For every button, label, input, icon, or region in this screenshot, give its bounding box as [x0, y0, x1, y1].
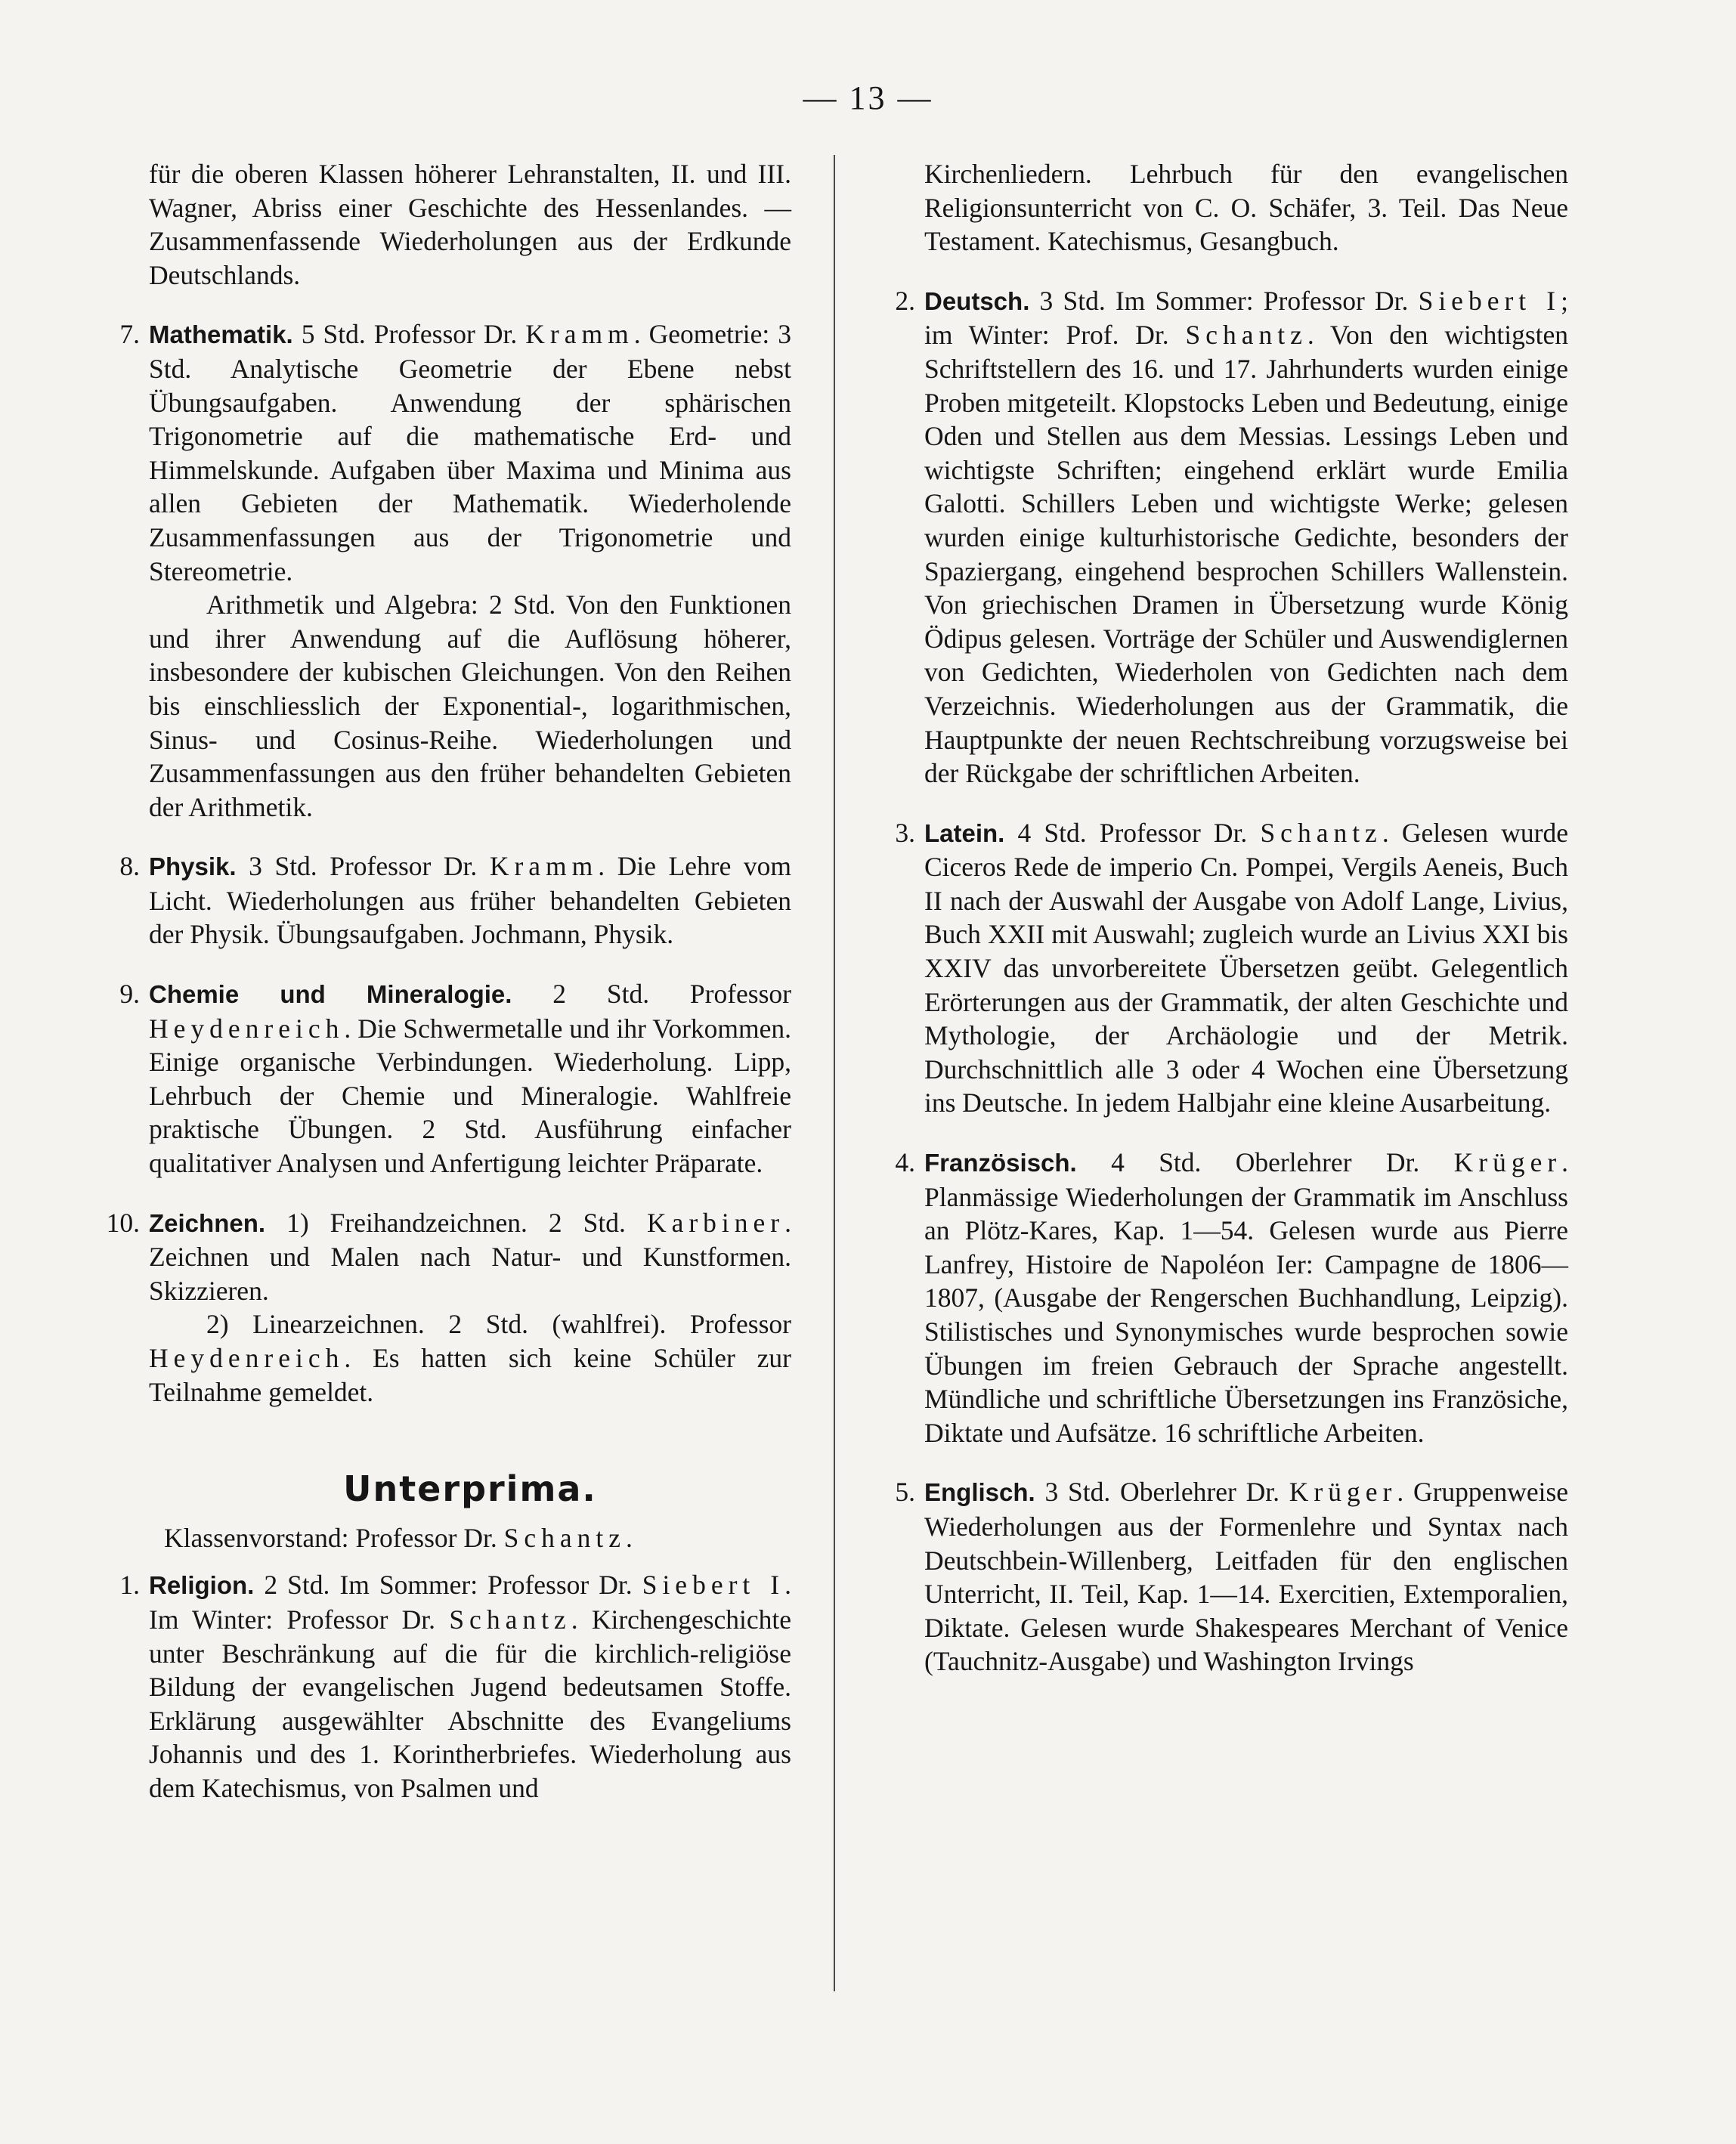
- subject-title: Religion.: [149, 1571, 255, 1600]
- section-text: 2 Std. Professor: [552, 979, 792, 1010]
- subject-title: Zeichnen.: [149, 1208, 266, 1237]
- section-number: 8.: [119, 851, 140, 882]
- section-text: . Gelesen wurde Ciceros Rede de imperio Cn. Pompei, Vergils Aeneis, Buch II nach der Auswahl der Ausgabe von Adolf Lange, Livius, Buch XXII mit Auswahl; zugleich wurde an Livius XXI bis XXIV das unvorbereitete Übersetzen geübt. Gelegentlich Erörterungen aus der Grammatik, der alten Geschichte und Mythologie, der Archäologie und der Metrik. Durchschnittlich alle 3 oder 4 Wochen eine Übersetzung ins Deutsche. In jedem Halbjahr eine kleine Ausarbeitung.: [924, 817, 1568, 1118]
- section-mathematik: [119, 317, 792, 824]
- section-number: 10.: [106, 1207, 140, 1238]
- section-text: 3 Std. Professor Dr.: [249, 851, 478, 882]
- section-text: . Im Winter: Professor Dr.: [149, 1570, 791, 1635]
- section-number: 4.: [895, 1147, 915, 1178]
- subject-title: Chemie und Mineralogie.: [149, 980, 512, 1009]
- section-text: 2 Std. Im Sommer: Professor Dr.: [264, 1570, 633, 1601]
- teacher-name: Siebert I: [1418, 285, 1561, 316]
- section-text: . Es hatten sich keine Schüler zur Teilnahme gemeldet.: [149, 1343, 791, 1407]
- section-text: 2) Linearzeichnen. 2 Std. (wahlfrei). Professor: [206, 1309, 791, 1340]
- teacher-name: Krüger: [1289, 1477, 1397, 1508]
- section-chemie: [119, 977, 792, 1180]
- section-englisch: [895, 1475, 1569, 1678]
- section-text: 1) Freihandzeichnen. 2 Std.: [286, 1207, 626, 1238]
- teacher-name: Kramm: [525, 319, 634, 350]
- section-franzoesisch: [895, 1146, 1569, 1449]
- class-heading: Unterprima.: [343, 1468, 597, 1510]
- section-subparagraph: [149, 1307, 791, 1409]
- section-number: 7.: [119, 319, 140, 350]
- section-text: . Gruppenweise Wiederholungen aus der Formenlehre und Syntax nach Deutschbein-Willenberg, Leitfaden für den englischen Unterricht, II. Teil, Kap. 1—14. Exercitien, Extemporalien, Diktate. Gelesen wurde Shakespeares Merchant of Venice (Tauchnitz-Ausgabe) und Washington Irvings: [924, 1477, 1569, 1677]
- section-text: ; im Winter: Prof. Dr.: [924, 285, 1568, 351]
- section-zeichnen: [106, 1206, 791, 1409]
- section-text: 5 Std. Professor Dr.: [301, 319, 518, 350]
- section-text: . Die Schwermetalle und ihr Vorkommen. Einige organische Verbindungen. Wiederholung. Lipp, Lehrbuch der Chemie und Mineralogie. Wahlfreie praktische Übungen. 2 Std. Ausführung einfacher qualitativer Analysen und Anfertigung leichter Präparate.: [149, 1013, 791, 1179]
- right-intro: Kirchenliedern. Lehrbuch für den evangelischen Religionsunterricht von C. O. Schäfer, 3. Teil. Das Neue Testament. Katechismus, Gesangbuch.: [924, 159, 1568, 257]
- teacher-name: Heydenreich: [149, 1343, 345, 1373]
- teacher-name: Krüger: [1453, 1147, 1562, 1178]
- subject-title: Physik.: [149, 852, 237, 881]
- subject-title: Mathematik.: [149, 320, 293, 349]
- section-latein: [895, 816, 1568, 1120]
- vorstand-label: Klassenvorstand: Professor Dr.: [164, 1522, 497, 1553]
- subject-title: Deutsch.: [924, 286, 1030, 315]
- teacher-name: Siebert I: [642, 1570, 785, 1601]
- left-intro: für die oberen Klassen höherer Lehranstalten, II. und III. Wagner, Abriss einer Geschichte des Hessenlandes. — Zusammenfassende Wiederholungen aus der Erdkunde Deutschlands.: [149, 159, 791, 290]
- section-subparagraph: Arithmetik und Algebra: 2 Std. Von den Funktionen und ihrer Anwendung auf die Auflösung höherer, insbesondere der kubischen Gleichungen. Von den Reihen bis einschliesslich der Exponential-, logarithmischen, Sinus- und Cosinus-Reihe. Wiederholungen und Zusammenfassungen aus den früher behandelten Gebieten der Arithmetik.: [149, 589, 791, 822]
- section-text: . Geometrie: 3 Std. Analytische Geometrie der Ebene nebst Übungsaufgaben. Anwendung der sphärischen Trigonometrie auf die mathematische Erd- und Himmelskunde. Aufgaben über Maxima und Minima aus allen Gebieten der Mathematik. Wiederholende Zusammenfassungen aus der Trigonometrie und Stereometrie.: [149, 319, 792, 586]
- section-text: 3 Std. Im Sommer: Professor Dr.: [1039, 285, 1409, 316]
- section-text: . Von den wichtigsten Schriftstellern des 16. und 17. Jahrhunderts wurden einige Proben mitgeteilt. Klopstocks Leben und Bedeutung, einige Oden und Stellen aus dem Messias. Lessings Leben und wichtigste Schriften; eingehend erklärt wurde Emilia Galotti. Schillers Leben und wichtigste Werke; gelesen wurden einige kulturhistorische Gedichte, besonders der Spaziergang, eingehend besprochen Schillers Wallenstein. Von griechischen Dramen in Übersetzung wurde König Ödipus gelesen. Vorträge der Schüler und Auswendiglernen von Gedichten, Wiederholen von Gedichten nach dem Verzeichnis. Wiederholungen aus der Grammatik, die Hauptpunkte der neuen Rechtschreibung vorzugsweise bei der Rückgabe der schriftlichen Arbeiten.: [924, 320, 1569, 789]
- teacher-name: Schantz: [503, 1522, 626, 1553]
- section-text: . Zeichnen und Malen nach Natur- und Kunstformen. Skizzieren.: [149, 1207, 791, 1306]
- section-physik: [119, 849, 791, 951]
- class-teacher-line: [149, 1521, 791, 1555]
- section-religion: [119, 1568, 791, 1805]
- section-number: 3.: [895, 817, 915, 848]
- teacher-name: Schantz: [1260, 817, 1382, 848]
- section-text: 4 Std. Oberlehrer Dr.: [1111, 1147, 1420, 1178]
- column-divider: [834, 155, 835, 1991]
- section-number: 9.: [119, 979, 140, 1010]
- teacher-name: Schantz: [1185, 320, 1307, 351]
- vorstand-end: .: [626, 1522, 633, 1553]
- subject-title: Latein.: [924, 818, 1005, 847]
- section-deutsch: [895, 284, 1569, 790]
- section-text: . Die Lehre vom Licht. Wiederholungen aus früher behandelten Gebieten der Physik. Übungsaufgaben. Jochmann, Physik.: [149, 851, 791, 950]
- section-text: 3 Std. Oberlehrer Dr.: [1044, 1477, 1280, 1508]
- section-text: . Kirchengeschichte unter Beschränkung auf die für die kirchlich-religiöse Bildung der evangelischen Jugend bedeutsamen Stoffe. Erklärung ausgewählter Abschnitte des Evangeliums Johannis und des 1. Korintherbriefes. Wiederholung aus dem Katechismus, von Psalmen und: [149, 1604, 791, 1803]
- section-text: . Planmässige Wiederholungen der Grammatik im Anschluss an Plötz-Kares, Kap. 1—54. Gelesen wurde aus Pierre Lanfrey, Histoire de Napoléon Ier: Campagne de 1806—1807, (Ausgabe der Rengerschen Buchhandlung, Leipzig). Stilistisches und Synonymisches wurde besprochen sowie Übungen im freien Gebrauch der Sprache angestellt. Mündliche und schriftliche Übersetzungen ins Französiche, Diktate und Aufsätze. 16 schriftliche Arbeiten.: [924, 1147, 1569, 1448]
- section-number: 5.: [895, 1477, 915, 1508]
- teacher-name: Schantz: [449, 1604, 571, 1635]
- section-number: 2.: [895, 285, 915, 316]
- subject-title: Französisch.: [924, 1149, 1077, 1177]
- teacher-name: Heydenreich: [149, 1013, 345, 1044]
- left-column: [106, 157, 792, 1805]
- right-column: [895, 157, 1569, 1678]
- section-text: 4 Std. Professor Dr.: [1017, 817, 1248, 848]
- teacher-name: Kramm: [489, 851, 599, 882]
- section-number: 1.: [119, 1570, 140, 1601]
- teacher-name: Karbiner: [646, 1207, 785, 1238]
- page-number: — 13 —: [803, 79, 933, 116]
- subject-title: Englisch.: [924, 1478, 1035, 1507]
